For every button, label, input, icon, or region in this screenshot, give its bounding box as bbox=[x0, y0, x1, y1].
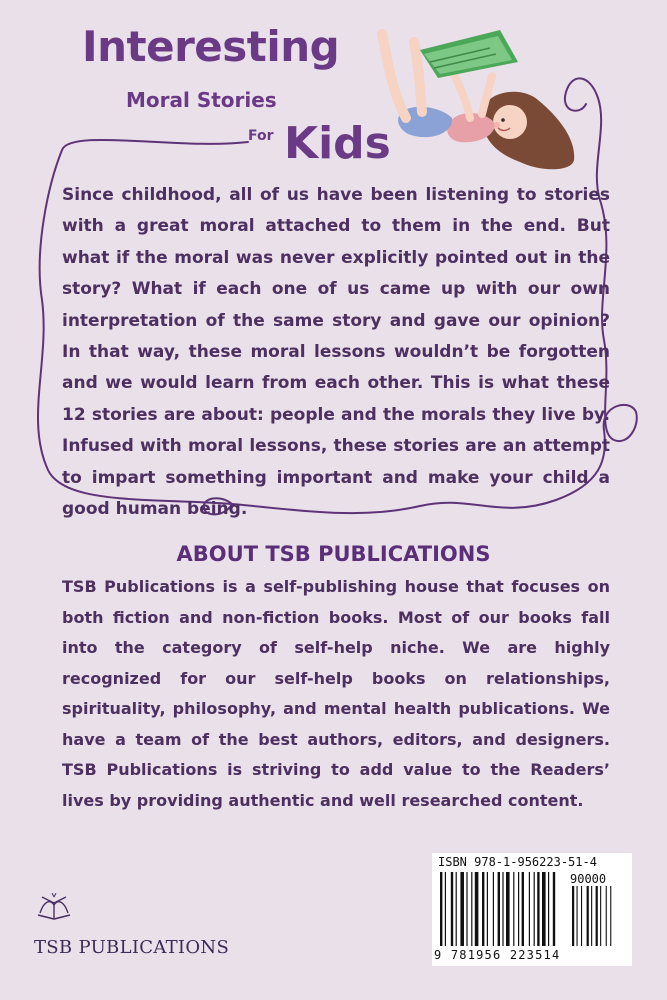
title-interesting: Interesting bbox=[82, 22, 340, 71]
about-heading: ABOUT TSB PUBLICATIONS bbox=[176, 542, 491, 566]
about-publisher-text: TSB Publications is a self-publishing house that focuses on both fiction and non-fiction books. Most of our books fall into the category of self-help niche. We are highly recognized for our self-help books on relationships, spirituality, philosophy, and mental health publications. We have a team of the best authors, editors, and designers. TSB Publications is striving to add value to the Readers’ lives by providing authentic and well researched content. bbox=[62, 577, 610, 810]
barcode-number: 9 781956 223514 bbox=[434, 948, 561, 962]
title-moral-stories: Moral Stories bbox=[126, 88, 277, 112]
girl-reading-illustration bbox=[370, 22, 580, 177]
title-kids: Kids bbox=[284, 118, 391, 169]
publisher-name: TSB PUBLICATIONS bbox=[34, 937, 230, 958]
book-description: Since childhood, all of us have been listening to stories with a great moral attached to them in the end. But what if the moral was never explicitly pointed out in the story? What if each one of us came up with our own interpretation of the same story and gave our opinion? In that way, these moral lessons wouldn’t be forgotten and we would learn from each other. This is what these 12 stories are about: people and the morals they live by. Infused with moral lessons, these stories are an attempt to impart something important and make your child a good human being. bbox=[62, 185, 610, 520]
isbn-label: ISBN 978-1-956223-51-4 bbox=[438, 855, 597, 869]
title-for: For bbox=[248, 128, 274, 144]
open-book-icon bbox=[34, 893, 74, 923]
barcode-bars bbox=[438, 872, 628, 950]
price-code: 90000 bbox=[570, 872, 607, 886]
